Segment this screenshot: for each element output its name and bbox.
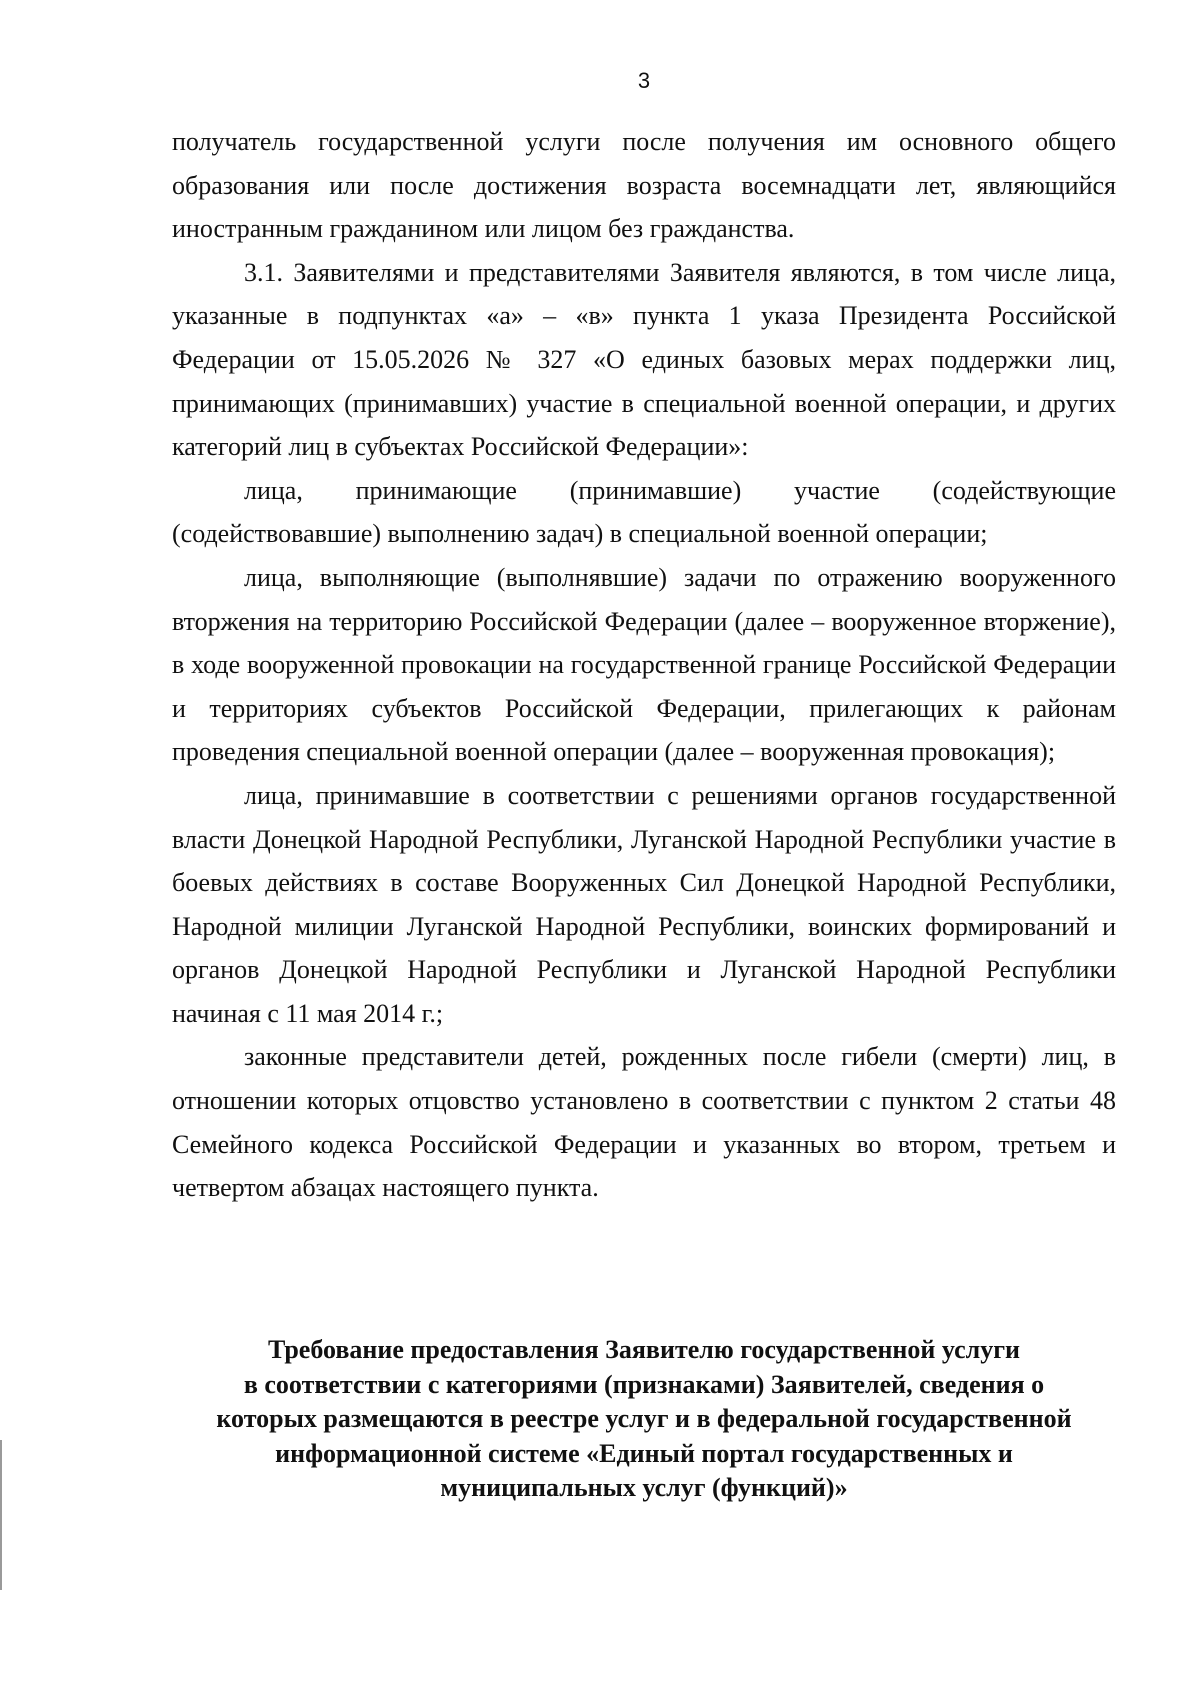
scan-edge-line xyxy=(0,1440,2,1590)
section-heading xyxy=(160,1333,1128,1506)
paragraph-legal-representatives: законные представители детей, рожденных после гибели (смерти) лиц, в отношении которых отцовство установлено в соответствии с пунктом 2 статьи 48 Семейного кодекса Российской Федерации и указанных во втором, третьем и четвертом абзацах настоящего пункта. xyxy=(172,1042,1116,1203)
heading-line: информационной системе «Единый портал государственных и xyxy=(275,1438,1013,1468)
heading-line: которых размещаются в реестре услуг и в федеральной государственной xyxy=(216,1404,1072,1433)
paragraph-armed-invasion: лица, выполняющие (выполнявшие) задачи по отражению вооруженного вторжения на территорию Российской Федерации (далее – вооруженное вторжение), в ходе вооруженной провокации на государственной границе Российской Федерации и территориях субъектов Российской Федерации, прилегающих к районам проведения специальной военной операции (далее – вооруженная провокация); xyxy=(172,562,1116,767)
heading-line: Требование предоставления Заявителю государственной услуги xyxy=(267,1335,1021,1364)
document-body xyxy=(172,120,1116,1210)
paragraph-dnr-lnr: лица, принимавшие в соответствии с решениями органов государственной власти Донецкой Народной Республики, Луганской Народной Республики участие в боевых действиях в составе Вооруженных Сил Донецкой Народной Республики, Народной милиции Луганской Народной Республики, воинских формирований и органов Донецкой Народной Республики и Луганской Народной Республики начиная с 11 мая 2014 г.; xyxy=(172,780,1116,1028)
heading-line: муниципальных услуг (функций)» xyxy=(440,1473,848,1502)
page-number: 3 xyxy=(637,68,651,93)
paragraph-continuation: получатель государственной услуги после получения им основного общего образования или после достижения возраста восемнадцати лет, являющийся иностранным гражданином или лицом без гражданства. xyxy=(172,127,1116,244)
paragraph-3-1: 3.1. Заявителями и представителями Заявителя являются, в том числе лица, указанные в подпунктах «а» – «в» пункта 1 указа Президента Российской Федерации от 15.05.2026 № 327 «О единых базовых мерах поддержки лиц, принимающих (принимавших) участие в специальной военной операции, и других категорий лиц в субъектах Российской Федерации»: xyxy=(172,257,1116,462)
paragraph-svo-participants: лица, принимающие (принимавшие) участие (содействующие (содействовавшие) выполнению задач) в специальной военной операции; xyxy=(172,475,1116,549)
heading-line: в соответствии с категориями (признаками) Заявителей, сведения о xyxy=(243,1369,1045,1399)
